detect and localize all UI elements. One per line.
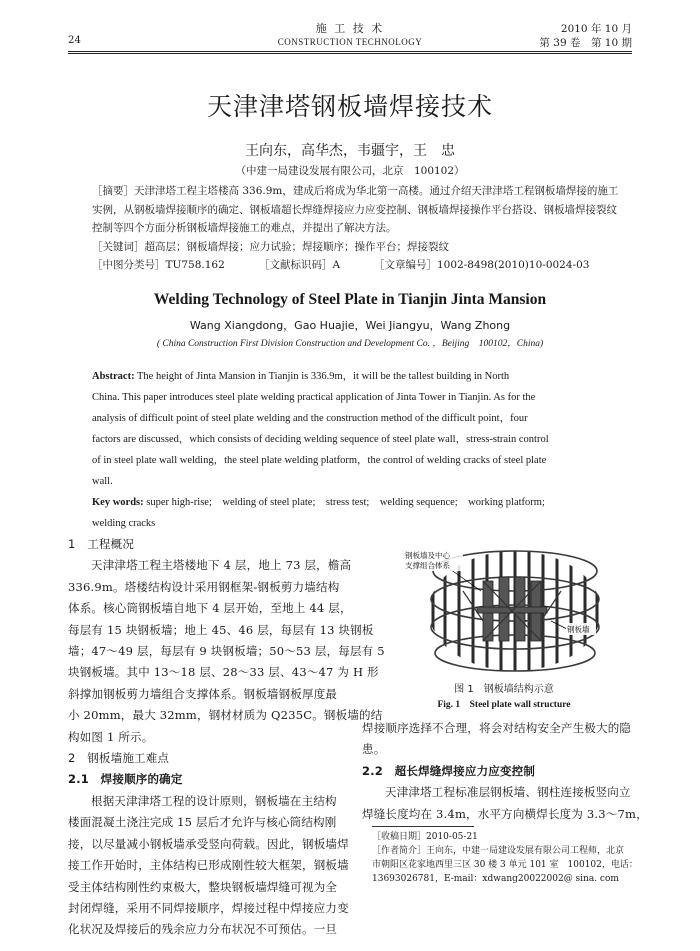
body-line: 天津津塔工程主塔楼地下 4 层，地上 73 层，檐高 (91, 558, 352, 573)
footnote (372, 830, 640, 886)
body-line: 336.9m。塔楼结构设计采用钢框架-钢板剪力墙结构 (68, 579, 340, 594)
body-line: 根据天津津塔工程的设计原则，钢板墙在主结构 (91, 793, 337, 808)
section-1-heading: 1 工程概况 (68, 537, 135, 551)
keywords-en-label: Key words: (92, 497, 144, 508)
abstract-cn-line: ［摘要］天津津塔工程主塔楼高 336.9m，建成后将成为华北第一高楼。通过介绍天津津塔工程钢板墙焊接的施工 (92, 185, 619, 197)
classification-row (92, 256, 610, 275)
body-line: 接工作开始时，主体结构已形成刚性较大框架，钢板墙 (68, 858, 349, 873)
section-2-2-heading: 2.2 超长焊缝焊接应力应变控制 (362, 763, 536, 778)
footnote-rule (372, 826, 474, 827)
body-line: 封闭焊缝，采用不同焊接顺序，焊接过程中焊接应力变 (68, 900, 349, 915)
clc-number: ［中图分类号］TU758.162 (92, 259, 225, 271)
body-line: 天津津塔工程标准层钢板墙、钢柱连接板竖向立 (385, 785, 631, 800)
body-line: 受主体结构刚性约束极大，整块钢板墙焊缝可视为全 (68, 879, 338, 894)
body-line: 焊接顺序选择不合理，将会对结构安全产生极大的隐 (362, 721, 632, 735)
abstract-en-label: Abstract: (92, 371, 135, 382)
keywords-en-line: welding cracks (92, 518, 156, 529)
abstract-en-line: The height of Jinta Mansion in Tianjin is 336.9m，it will be the tallest building in North (134, 371, 510, 382)
abstract-en-line: analysis of difficult point of steel plate welding and the construction method of the difficult point，four (92, 413, 528, 424)
authors-cn: 王向东，高华杰，韦疆宇，王 忠 (245, 143, 455, 159)
body-line: 块钢板墙。其中 13～18 层、28～33 层、43～47 为 H 形 (68, 665, 379, 680)
article-number: ［文章编号］1002-8498(2010)10-0024-03 (374, 259, 590, 271)
figure-label-core: 钢板墙及中心 (405, 551, 450, 560)
volume-issue: 第 39 卷 第 10 期 (539, 37, 632, 49)
body-line: 每层有 15 块钢板墙；地上 45、46 层，每层有 13 块钢板 (68, 622, 374, 637)
body-line: 患。 (362, 742, 386, 757)
right-column (362, 718, 648, 825)
body-line: 墙；47～49 层，每层有 9 块钢板墙；50～53 层，每层有 5 (68, 644, 385, 659)
body-line: 体系。核心筒钢板墙自地下 4 层开始，至地上 44 层， (68, 601, 352, 616)
keywords-en-line: super high-rise; welding of steel plate; stress test; welding sequence; working platform; (143, 497, 545, 508)
section-2-heading: 2 钢板墙施工难点 (68, 751, 170, 766)
author-contact-line: 13693026781，E-mail：xdwang20022002@ sina. com (372, 874, 619, 884)
body-line: 构如图 1 所示。 (68, 729, 154, 744)
body-line: 接，以尽量减小钢板墙承受竖向荷载。因此，钢板墙焊 (68, 836, 349, 851)
abstract-cn-line: 控制等四个方面分析钢板墙焊接施工的难点，并提出了解决方法。 (92, 222, 397, 234)
abstract-cn-line: 实例，从钢板墙焊接顺序的确定、钢板墙超长焊缝焊接应力应变控制、钢板墙焊接操作平台搭设、钢板墙焊接裂纹 (92, 203, 617, 216)
abstract-en-line: of in steel plate wall welding，the steel plate welding platform，the control of welding cracks of steel plate (92, 455, 547, 466)
steel-plate-wall-structure-diagram (403, 541, 617, 675)
keywords-cn: ［关键词］超高层；钢板墙焊接；应力试验；焊接顺序；操作平台；焊接裂纹 (92, 240, 449, 253)
title-en: Welding Technology of Steel Plate in Tianjin Jinta Mansion (153, 291, 547, 308)
figure-caption-en: Fig. 1 Steel plate wall structure (437, 700, 571, 710)
document-code: ［文献标识码］A (259, 259, 341, 271)
journal-title-en: CONSTRUCTION TECHNOLOGY (277, 37, 423, 47)
body-line: 斜撑加钢板剪力墙组合支撑体系。钢板墙钢板厚度最 (68, 686, 338, 701)
abstract-en-line: factors are discussed，which consists of deciding welding sequence of steel plate wall，stress-strain control (92, 434, 549, 445)
figure-label-wall: 钢板墙 (567, 625, 590, 634)
page-number: 24 (68, 35, 82, 46)
figure-1 (403, 541, 617, 675)
abstract-en-line: China. This paper introduces steel plate welding practical application of Jinta Tower in Tianjin. As for the (92, 392, 536, 403)
body-line: 楼面混凝土浇注完成 15 层后才允许与核心筒结构刚 (68, 815, 337, 830)
body-line: 小 20mm，最大 32mm，钢材材质为 Q235C。钢板墙的结 (68, 708, 383, 723)
author-intro-line: 市朝阳区花家地西里三区 30 楼 3 单元 101 室 100102，电话： (372, 860, 638, 870)
body-line: 焊缝长度均在 3.4m，水平方向横焊长度为 3.3～7m， (362, 806, 648, 821)
header-rule (68, 51, 632, 52)
figure-caption-cn: 图 1 钢板墙结构示意 (454, 684, 554, 695)
received-date: ［收稿日期］2010-05-21 (372, 832, 478, 842)
affiliation-cn: （中建一局建设发展有限公司，北京 100102） (235, 165, 465, 177)
left-column (68, 534, 385, 941)
abstract-cn (92, 182, 619, 275)
affiliation-en: ( China Construction First Division Construction and Development Co. ，Beijing 100102，China) (156, 339, 544, 349)
body-line: 化状况及焊接后的残余应力分布状况不可预估。一旦 (68, 922, 338, 937)
journal-title-cn: 施 工 技 术 (315, 22, 385, 35)
abstract-en-line: wall. (92, 476, 113, 487)
title-cn: 天津津塔钢板墙焊接技术 (206, 92, 493, 121)
section-2-1-heading: 2.1 焊接顺序的确定 (68, 772, 183, 787)
header-rule-thin (68, 53, 632, 54)
issue-date: 2010 年 10 月 (560, 23, 632, 35)
figure-label-core-2: 支撑组合体系 (405, 561, 450, 570)
author-intro-line: ［作者简介］王向东，中建一局建设发展有限公司工程师，北京 (372, 846, 625, 856)
abstract-en (92, 366, 610, 534)
authors-en: Wang Xiangdong，Gao Huajie，Wei Jiangyu，Wang Zhong (189, 319, 511, 332)
